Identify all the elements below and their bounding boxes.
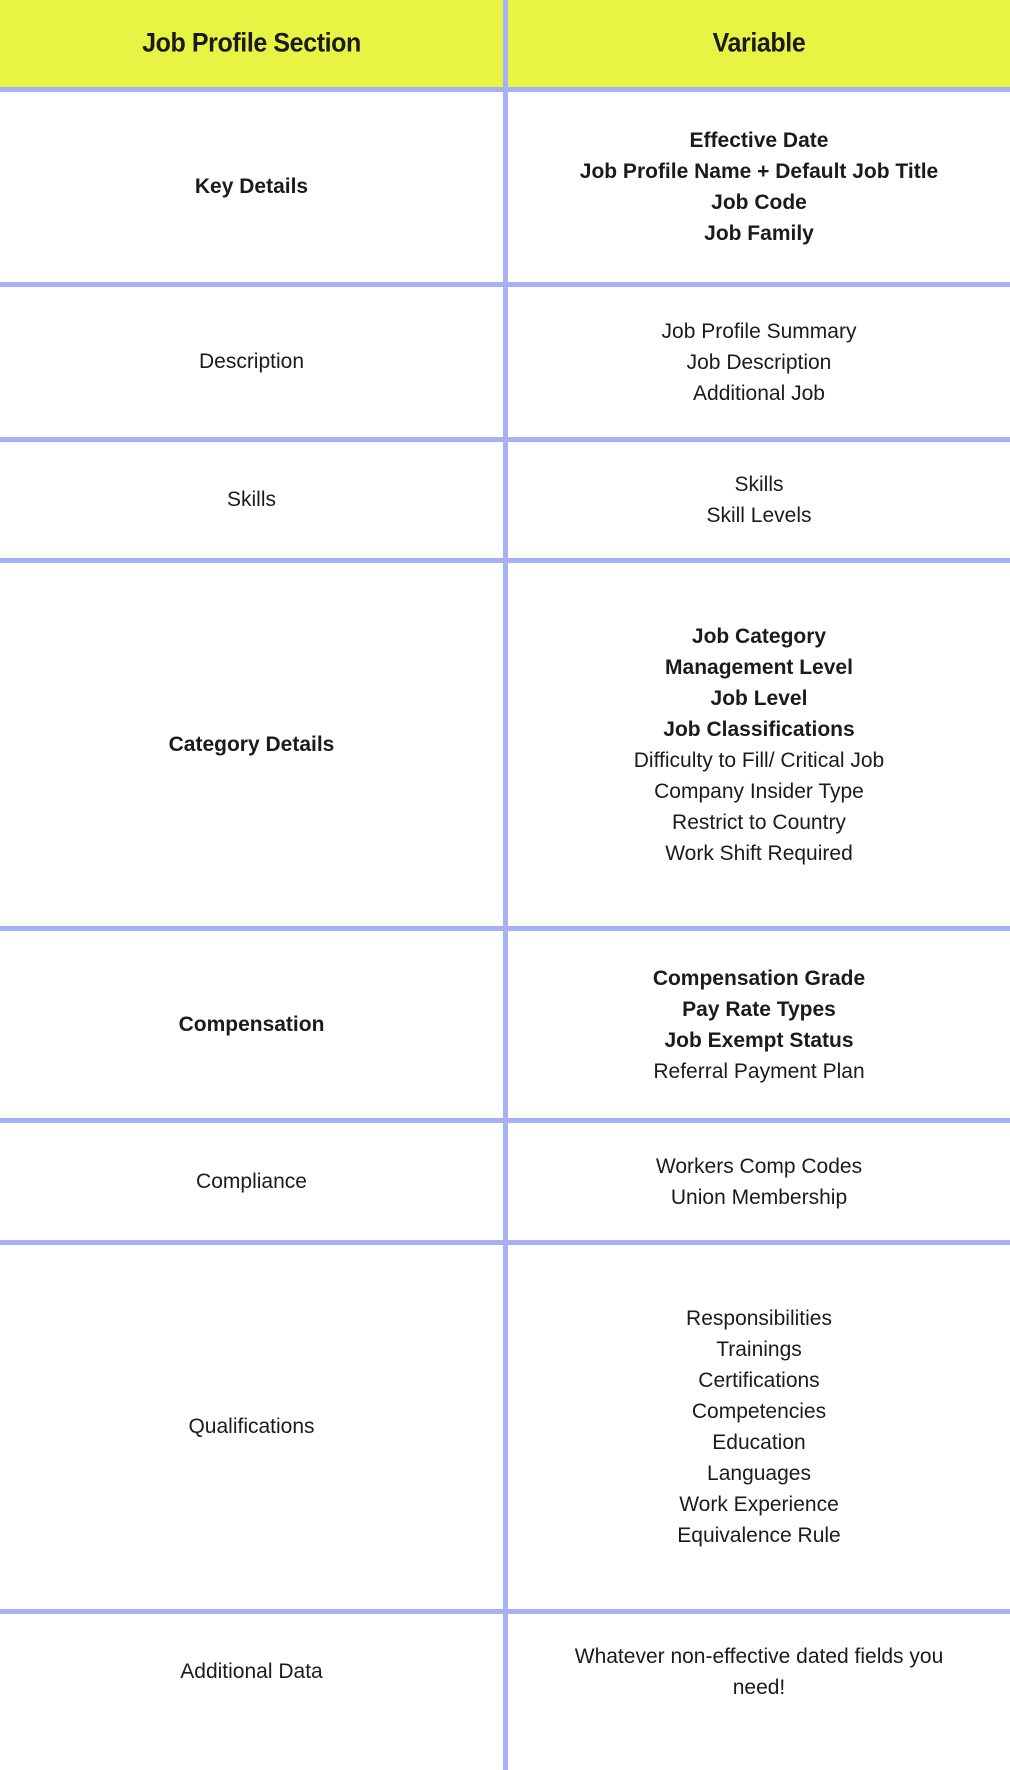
section-cell: Category Details [168,732,335,756]
variable-cell [508,92,1010,282]
variable-cell [508,1614,1010,1730]
variable-item: Job Description [686,350,832,374]
variable-item: Languages [707,1462,811,1485]
section-cell: Key Details [194,175,309,198]
variable-item: Whatever non-effective dated fields you need! [574,1645,944,1699]
variable-item: Management Level [665,655,853,679]
variable-item: Skills [734,473,784,496]
variable-item: Equivalence Rule [677,1524,841,1547]
variable-item: Skill Levels [706,504,812,527]
variable-list [653,963,865,1087]
variable-item: Pay Rate Types [682,997,836,1021]
variable-cell [508,563,1010,926]
variable-item: Workers Comp Codes [655,1154,863,1178]
variable-item: Referral Payment Plan [653,1059,865,1083]
variable-cell [508,1245,1010,1609]
variable-item: Work Shift Required [665,841,853,865]
variable-item: Education [712,1431,806,1454]
variable-list [634,621,885,869]
variable-item: Trainings [716,1338,802,1361]
section-cell: Skills [226,488,276,511]
variable-item: Competencies [691,1400,827,1423]
variable-cell [508,1123,1010,1240]
variable-item: Job Level [710,686,808,710]
variable-item: Effective Date [689,129,829,152]
variable-item: Job Family [704,222,814,245]
variable-cell [508,442,1010,558]
header-variable: Variable [712,27,806,59]
variable-item: Compensation Grade [652,966,866,990]
variable-item: Job Exempt Status [664,1028,854,1052]
variable-item: Certifications [698,1369,820,1392]
variable-item: Restrict to Country [672,810,846,834]
variable-list [706,469,811,531]
variable-cell [508,287,1010,437]
variable-list [554,1641,964,1703]
section-cell: Qualifications [188,1415,315,1438]
variable-list [580,125,938,249]
header-job-profile-section: Job Profile Section [142,27,361,59]
variable-item: Job Classifications [663,717,855,741]
variable-item: Work Experience [679,1493,839,1516]
variable-item: Additional Job [693,381,825,405]
variable-list [677,1303,840,1551]
section-cell: Additional Data [180,1660,323,1683]
variable-item: Job Category [691,624,827,648]
column-divider [503,0,508,1770]
variable-item: Union Membership [670,1185,848,1209]
section-cell: Compliance [196,1169,307,1193]
variable-list [662,316,857,409]
variable-item: Job Profile Name + Default Job Title [579,160,939,183]
variable-item: Job Profile Summary [661,319,857,343]
variable-item: Job Code [711,191,807,214]
section-cell: Compensation [178,1012,325,1036]
variable-item: Difficulty to Fill/ Critical Job [633,748,885,772]
variable-list [656,1151,862,1213]
variable-item: Responsibilities [686,1307,832,1330]
variable-cell [508,931,1010,1118]
section-cell: Description [198,350,305,373]
variable-item: Company Insider Type [654,779,864,803]
